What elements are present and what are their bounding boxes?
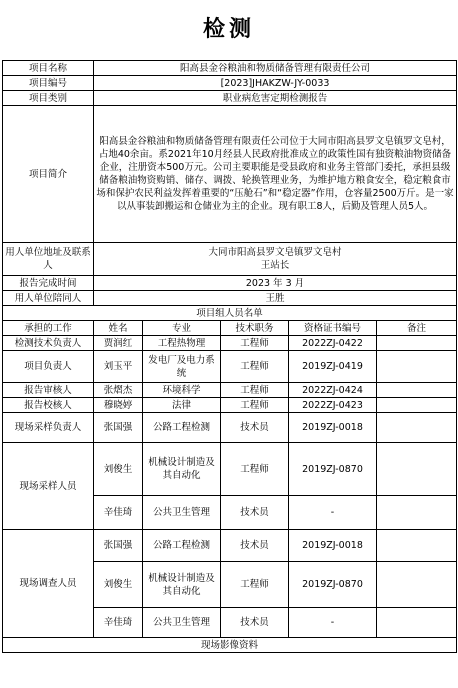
staff-cert: 2022ZJ-0424 (289, 383, 377, 398)
header-note: 备注 (377, 321, 457, 336)
project-category-row (3, 91, 457, 106)
employer-address-label: 用人单位地址及联系人 (3, 243, 94, 276)
escort-row (3, 291, 457, 306)
document-title: 检测 (202, 17, 255, 42)
staff-name: 刘俊生 (94, 443, 143, 496)
staff-note (377, 496, 457, 530)
table-row (3, 383, 457, 398)
staff-name: 辛佳琦 (94, 496, 143, 530)
project-code-label: 项目编号 (3, 76, 94, 91)
header-major: 专业 (143, 321, 221, 336)
staff-major: 公路工程检测 (143, 413, 221, 443)
staff-note (377, 383, 457, 398)
staff-cert: - (289, 496, 377, 530)
report-date-label: 报告完成时间 (3, 276, 94, 291)
staff-title: 工程师 (221, 398, 289, 413)
staff-major: 公共卫生管理 (143, 496, 221, 530)
report-date-value: 2023 年 3 月 (94, 276, 457, 291)
escort-label: 用人单位陪同人 (3, 291, 94, 306)
header-title: 技术职务 (221, 321, 289, 336)
survey-group-role: 现场调查人员 (3, 530, 94, 638)
staff-major: 机械设计制造及其自动化 (143, 562, 221, 608)
staff-title: 技术员 (221, 413, 289, 443)
employer-address-row (3, 243, 457, 276)
staff-note (377, 608, 457, 638)
staff-cert: 2022ZJ-0422 (289, 336, 377, 351)
staff-note (377, 351, 457, 383)
project-code-value: [2023]JHAKZW-JY-0033 (94, 76, 457, 91)
staff-title: 工程师 (221, 336, 289, 351)
staff-cert: 2019ZJ-0018 (289, 530, 377, 562)
footer-row (3, 638, 457, 653)
staff-name: 张熠杰 (94, 383, 143, 398)
project-name-row (3, 61, 457, 76)
header-name: 姓名 (94, 321, 143, 336)
staff-major: 法律 (143, 398, 221, 413)
staff-title: 工程师 (221, 351, 289, 383)
staff-cert: 2019ZJ-0419 (289, 351, 377, 383)
project-intro-value: 阳高县金谷粮油和物质储备管理有限责任公司位于大同市阳高县罗文皂镇罗文皂村，占地40余亩。系2021年10月经县人民政府批准成立的政策性国有独资粮油物资储备企业，注册资本500万元。公司主要职能是受县政府和业务主管部门委托，承担县级储备粮油物资购销、储存、调拨、轮换管理业务，为维护地方粮食安全，稳定粮食市场和保护农民利益发挥着重要的“压舱石”和“稳定器”作用，仓容量2500万斤。是一家以从事装卸搬运和仓储业为主的企业。现有职工8人，后勤及管理人员5人。 (94, 106, 457, 243)
project-category-value: 职业病危害定期检测报告 (94, 91, 457, 106)
project-intro-label: 项目简介 (3, 106, 94, 243)
escort-value: 王胜 (94, 291, 457, 306)
staff-role: 报告校核人 (3, 398, 94, 413)
project-code-row (3, 76, 457, 91)
staff-title: 技术员 (221, 608, 289, 638)
staff-major: 发电厂及电力系统 (143, 351, 221, 383)
project-name-label: 项目名称 (3, 61, 94, 76)
table-row (3, 398, 457, 413)
staff-section-title: 项目组人员名单 (3, 306, 457, 321)
project-category-label: 项目类别 (3, 91, 94, 106)
staff-name: 张国强 (94, 530, 143, 562)
staff-name: 刘玉平 (94, 351, 143, 383)
staff-name: 张国强 (94, 413, 143, 443)
staff-role: 检测技术负责人 (3, 336, 94, 351)
table-row (3, 443, 457, 496)
staff-title: 工程师 (221, 383, 289, 398)
table-row (3, 413, 457, 443)
staff-role: 现场采样负责人 (3, 413, 94, 443)
staff-title: 技术员 (221, 496, 289, 530)
sampling-group-role: 现场采样人员 (3, 443, 94, 530)
header-role: 承担的工作 (3, 321, 94, 336)
staff-note (377, 413, 457, 443)
staff-note (377, 443, 457, 496)
staff-note (377, 562, 457, 608)
staff-major: 机械设计制造及其自动化 (143, 443, 221, 496)
employer-contact-value: 王站长 (260, 260, 290, 271)
staff-role: 项目负责人 (3, 351, 94, 383)
staff-role: 报告审核人 (3, 383, 94, 398)
staff-cert: 2019ZJ-0870 (289, 443, 377, 496)
staff-title: 工程师 (221, 443, 289, 496)
staff-name: 辛佳琦 (94, 608, 143, 638)
employer-address-value: 大同市阳高县罗文皂镇罗文皂村 (208, 247, 342, 258)
staff-major: 公路工程检测 (143, 530, 221, 562)
staff-name: 穆晓婷 (94, 398, 143, 413)
report-date-row (3, 276, 457, 291)
project-name-value: 阳高县金谷粮油和物质储备管理有限责任公司 (94, 61, 457, 76)
staff-major: 环境科学 (143, 383, 221, 398)
staff-section-title-row (3, 306, 457, 321)
project-intro-row (3, 106, 457, 243)
table-row (3, 336, 457, 351)
staff-cert: 2022ZJ-0423 (289, 398, 377, 413)
staff-cert: - (289, 608, 377, 638)
staff-note (377, 336, 457, 351)
staff-cert: 2019ZJ-0870 (289, 562, 377, 608)
header-cert: 资格证书编号 (289, 321, 377, 336)
staff-name: 刘俊生 (94, 562, 143, 608)
staff-major: 公共卫生管理 (143, 608, 221, 638)
table-row (3, 530, 457, 562)
staff-note (377, 398, 457, 413)
staff-major: 工程热物理 (143, 336, 221, 351)
project-info-table (2, 60, 457, 653)
staff-title: 技术员 (221, 530, 289, 562)
staff-note (377, 530, 457, 562)
staff-name: 贾润红 (94, 336, 143, 351)
staff-header-row (3, 321, 457, 336)
staff-cert: 2019ZJ-0018 (289, 413, 377, 443)
footer-label: 现场影像资料 (3, 638, 457, 653)
table-row (3, 351, 457, 383)
staff-title: 工程师 (221, 562, 289, 608)
